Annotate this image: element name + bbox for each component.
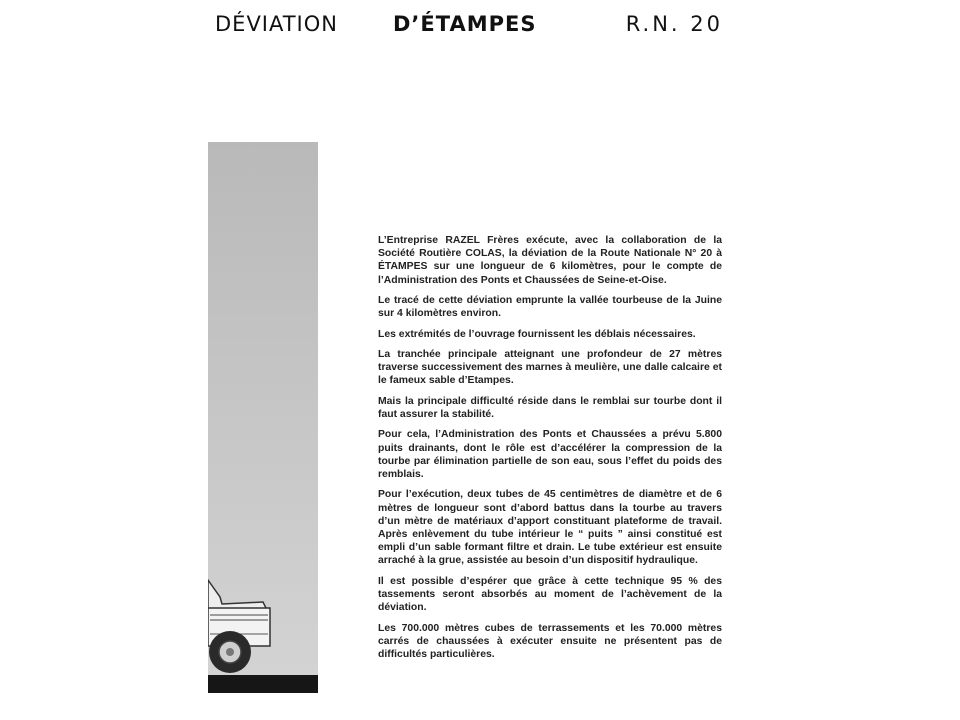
header-title-bold: D’ÉTAMPES [393, 12, 537, 36]
header-title-light: DÉVIATION [215, 12, 338, 36]
paragraph: Les 700.000 mètres cubes de terrassements et les 70.000 mètres carrés de chaussées à exécuter ensuite ne présentent pas de difficultés particulières. [378, 622, 722, 660]
paragraph: Pour l’exécution, deux tubes de 45 centimètres de diamètre et de 6 mètres de longueur sont d’abord battus dans la tourbe au travers d’un mètre de matériaux d’apport constituant plateforme de travail. Après enlèvement du tube intérieur le “ puits ” ainsi constitué est empli d’un sable formant filtre et drain. Le tube extérieur est ensuite arraché à la grue, assistée au besoin d’un dispositif hydraulique. [378, 489, 722, 567]
page-header [215, 12, 723, 40]
paragraph: Pour cela, l’Administration des Ponts et Chaussées a prévu 5.800 puits drainants, dont le rôle est d’accélérer la compression de la tourbe par élimination partielle de son eau, sous l’effet du poids des remblais. [378, 429, 722, 480]
article-body [378, 234, 722, 661]
paragraph: Il est possible d’espérer que grâce à cette technique 95 % des tassements seront absorbés au moment de l’achèvement de la déviation. [378, 575, 722, 614]
paragraph: Mais la principale difficulté réside dans le remblai sur tourbe dont il faut assurer la stabilité. [378, 395, 722, 420]
header-route-number: R.N. 20 [625, 12, 723, 36]
truck-illustration-icon [208, 142, 318, 693]
truck-photo [208, 142, 318, 693]
paragraph: Les extrémités de l’ouvrage fournissent les déblais nécessaires. [378, 328, 696, 340]
paragraph: La tranchée principale atteignant une profondeur de 27 mètres traverse successivement des marnes à meulière, une dalle calcaire et le fameux sable d’Etampes. [378, 348, 722, 387]
paragraph: L’Entreprise RAZEL Frères exécute, avec la collaboration de la Société Routière COLAS, la déviation de la Route Nationale N° 20 à ÉTAMPES sur une longueur de 6 kilomètres, pour le compte de l’Administration des Ponts et Chaussées de Seine-et-Oise. [378, 235, 722, 286]
paragraph: Le tracé de cette déviation emprunte la vallée tourbeuse de la Juine sur 4 kilomètres environ. [378, 295, 722, 320]
